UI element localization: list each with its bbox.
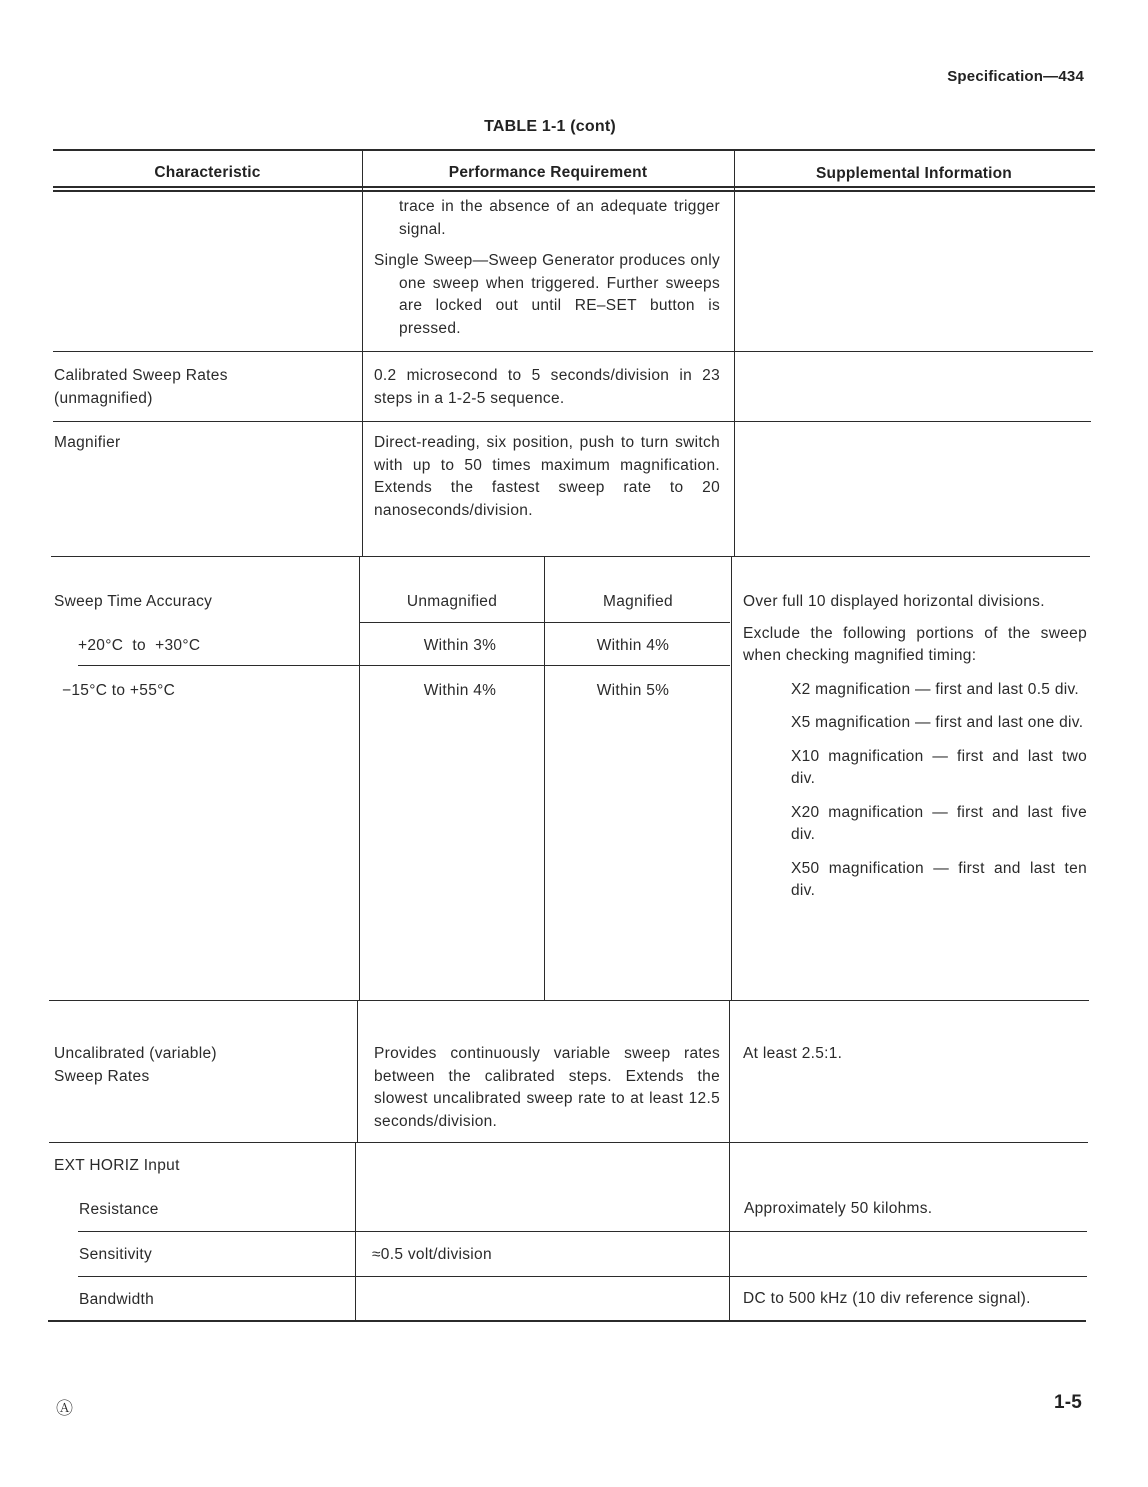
accuracy-range2: −15°C to +55°C	[62, 682, 176, 699]
accuracy-mag-x5: X5 magnification — first and last one div.	[791, 714, 1084, 731]
accuracy-mag-x2: X2 magnification — first and last 0.5 div.	[791, 680, 1079, 698]
cont-perf-1: trace in the absence of an adequate trigger signal.	[399, 198, 720, 238]
rule-header-bottom-1	[53, 186, 1095, 188]
rule-after-uncalibrated	[49, 1142, 1088, 1143]
uncalibrated-char: Uncalibrated (variable) Sweep Rates	[54, 1045, 217, 1085]
header-performance: Performance Requirement	[448, 164, 648, 181]
ext-resistance-label: Resistance	[79, 1201, 159, 1218]
running-head: Specification—434	[947, 68, 1084, 85]
accuracy-mag-x50: X50 magnification — first and last ten div.	[791, 859, 1087, 899]
rule-after-magnifier	[51, 556, 1090, 557]
accuracy-char: Sweep Time Accuracy	[54, 593, 213, 610]
ext-bandwidth-supp: DC to 500 kHz (10 div reference signal).	[743, 1290, 1031, 1307]
rule-header-bottom-2	[53, 190, 1095, 192]
header-characteristic: Characteristic	[154, 164, 261, 181]
accuracy-range2-unmag: Within 4%	[423, 682, 497, 699]
calibrated-perf	[374, 365, 720, 410]
accuracy-mag-x10: X10 magnification — first and last two div.	[791, 747, 1087, 787]
accuracy-supp-1: Over full 10 displayed horizontal divisions.	[743, 593, 1045, 610]
table-title: TABLE 1-1 (cont)	[484, 118, 616, 135]
ext-resistance-supp: Approximately 50 kilohms.	[744, 1200, 933, 1217]
uncalibrated-supp: At least 2.5:1.	[743, 1045, 843, 1062]
magnifier-perf	[374, 432, 720, 522]
ext-sensitivity-perf: ≈0.5 volt/division	[372, 1246, 492, 1263]
ext-horiz-char: EXT HORIZ Input	[54, 1157, 180, 1174]
uncalibrated-perf	[374, 1043, 720, 1133]
vrule-1	[362, 149, 363, 556]
uncalibrated-perf-text: Provides continuously variable sweep rates between the calibrated steps. Extends the slowest uncalibrated sweep rate to at least 12.5 seconds/division.	[374, 1045, 720, 1130]
accuracy-supp	[743, 591, 1087, 914]
rule-top	[53, 149, 1095, 151]
accuracy-col-mag: Magnified	[603, 593, 673, 610]
calibrated-char: Calibrated Sweep Rates (unmagnified)	[54, 367, 228, 407]
rule-accuracy-sub-2	[78, 665, 730, 666]
vrule-2c	[729, 1000, 730, 1320]
rule-after-cont	[53, 351, 1093, 352]
vrule-1c	[357, 1000, 358, 1142]
cont-perf-cell	[374, 196, 720, 350]
ext-bandwidth-label: Bandwidth	[79, 1291, 155, 1308]
footer-revision-symbol: Ⓐ	[56, 1399, 73, 1419]
vrule-mid-accuracy	[544, 556, 545, 1000]
accuracy-range1-unmag: Within 3%	[423, 637, 497, 654]
accuracy-range1: +20°C to +30°C	[78, 637, 201, 654]
accuracy-supp-2: Exclude the following portions of the sweep when checking magnified timing:	[743, 624, 1087, 664]
ext-sensitivity-label: Sensitivity	[79, 1246, 153, 1263]
magnifier-char: Magnifier	[54, 434, 121, 451]
rule-after-accuracy	[49, 1000, 1089, 1001]
rule-after-resistance	[78, 1231, 1087, 1232]
vrule-1d	[355, 1142, 356, 1320]
vrule-2	[734, 149, 735, 556]
accuracy-range2-mag: Within 5%	[596, 682, 670, 699]
accuracy-mag-x20: X20 magnification — first and last five div.	[791, 803, 1087, 843]
header-supplemental: Supplemental Information	[816, 165, 1012, 182]
rule-bottom	[48, 1320, 1086, 1322]
vrule-1b	[359, 556, 360, 1000]
accuracy-range1-mag: Within 4%	[596, 637, 670, 654]
magnifier-perf-text: Direct-reading, six position, push to turn switch with up to 50 times maximum magnification. Extends the fastest sweep rate to 20 nanoseconds/division.	[374, 434, 720, 519]
page-number: 1-5	[1053, 1392, 1082, 1413]
rule-after-calibrated	[53, 421, 1091, 422]
vrule-2b	[731, 556, 732, 1000]
calibrated-perf-text: 0.2 microsecond to 5 seconds/division in 23 steps in a 1-2-5 sequence.	[374, 367, 720, 407]
accuracy-col-unmag: Unmagnified	[406, 593, 498, 610]
rule-after-sensitivity	[78, 1276, 1087, 1277]
cont-perf-2: Single Sweep—Sweep Generator produces only one sweep when triggered. Further sweeps are locked out until RE–SET button is pressed.	[374, 252, 720, 337]
